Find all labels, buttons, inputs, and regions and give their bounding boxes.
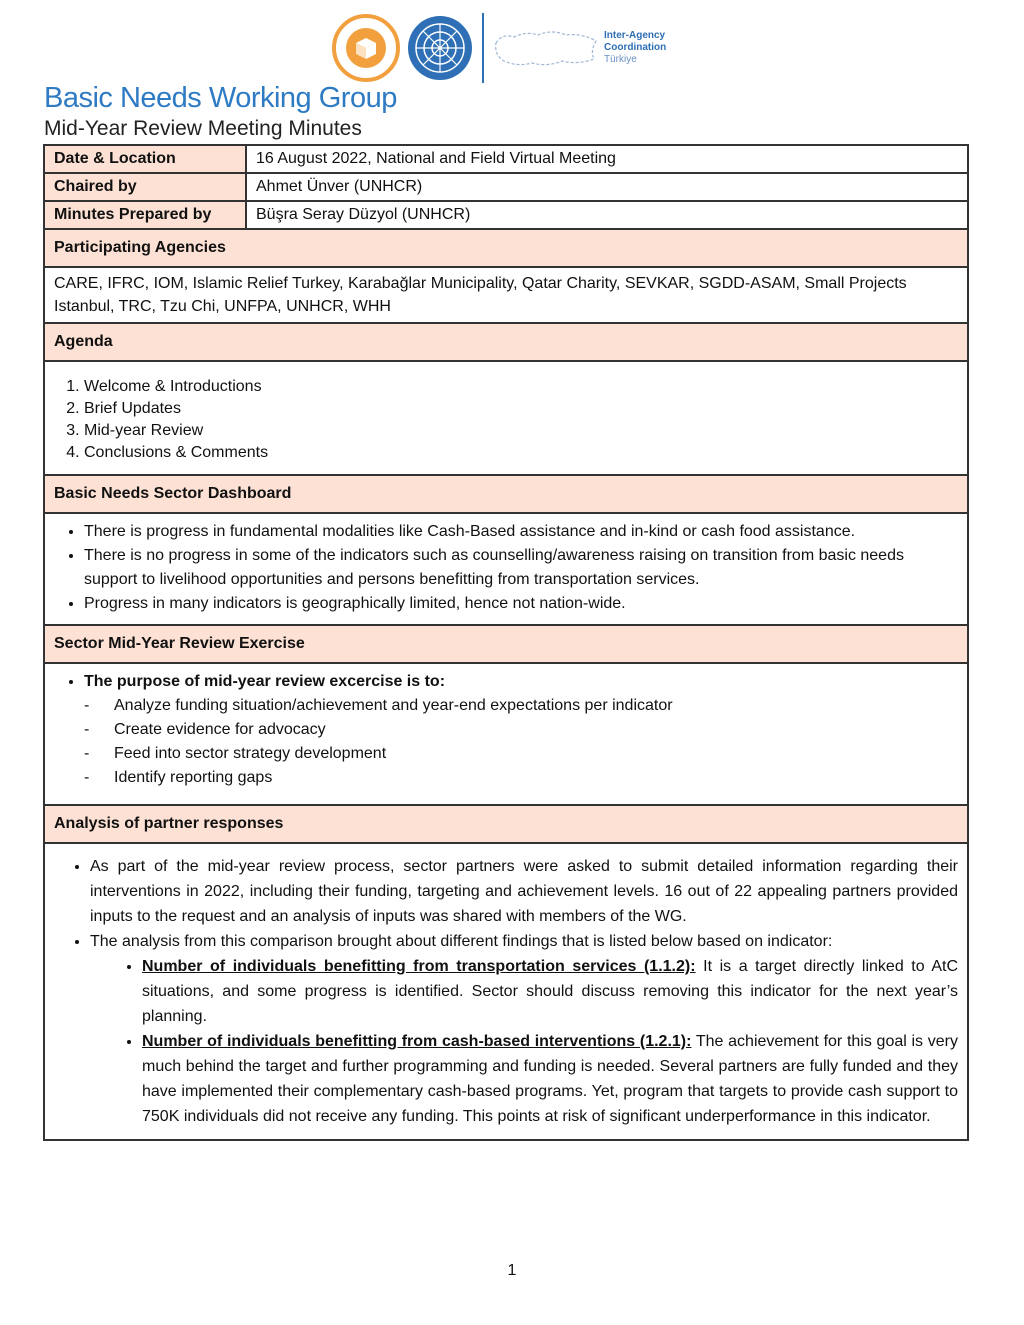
analysis-findings-intro: The analysis from this comparison brought about different findings that is listed below based on indicator:	[90, 933, 833, 950]
document-subtitle: Mid-Year Review Meeting Minutes	[44, 117, 362, 140]
review-row	[44, 663, 968, 805]
analysis-heading: Analysis of partner responses	[44, 805, 968, 843]
dashboard-bullet: • There is no progress in some of the indicators such as counselling/awareness raising on transition from basic needs support to livelihood opportunities and persons benefitting from transportation services.	[84, 544, 958, 592]
participants-row	[44, 267, 968, 323]
participants-heading: Participating Agencies	[44, 229, 968, 267]
indicator-title: Number of individuals benefitting from cash-based interventions (1.2.1):	[142, 1033, 692, 1050]
review-heading: Sector Mid-Year Review Exercise	[44, 625, 968, 663]
inter-agency-logo	[492, 21, 666, 75]
analysis-bullet: • As part of the mid-year review process, sector partners were asked to submit detailed information regarding their interventions in 2022, including their funding, targeting and achievement levels. 16 out of 22 appealing partners provided inputs to the request and an analysis of inputs was shared with members of the WG.	[90, 854, 958, 929]
review-purpose-item	[84, 670, 958, 790]
minutes-value: Büşra Seray Düzyol (UNHCR)	[246, 201, 968, 229]
agenda-row	[44, 361, 968, 475]
logo-separator	[482, 13, 484, 83]
page-number: 1	[507, 1262, 517, 1279]
review-item: - Analyze funding situation/achievement and year-end expectations per indicator	[114, 694, 958, 718]
dashboard-row	[44, 513, 968, 625]
minutes-table	[43, 144, 969, 1141]
analysis-bullet	[90, 929, 958, 1129]
dashboard-heading: Basic Needs Sector Dashboard	[44, 475, 968, 513]
dashboard-bullet: • Progress in many indicators is geographically limited, hence not nation-wide.	[84, 592, 958, 616]
participants-text: CARE, IFRC, IOM, Islamic Relief Turkey, Karabağlar Municipality, Qatar Charity, SEVKAR, SGDD-ASAM, Small Projects Istanbul, TRC, Tzu Chi, UNFPA, UNHCR, WHH	[44, 267, 968, 323]
header-logos	[332, 12, 666, 84]
indicator-text: The achievement for this goal is very much behind the target and further programming and funding is needed. Several partners are fully funded and they have implemented their complementary cash-based programs. Yet, program that targets to provide cash support to 750K individuals did not receive any funding. This points at risk of significant underperformance in this indicator.	[142, 1033, 958, 1125]
indicator-list	[90, 954, 958, 1129]
iac-line-2: Coordination	[604, 42, 667, 53]
turkey-map-icon	[492, 21, 600, 75]
indicator-item	[142, 1029, 958, 1129]
iac-line-1: Inter-Agency	[604, 30, 666, 41]
document-title: Basic Needs Working Group	[44, 82, 397, 114]
dashboard-list	[54, 520, 958, 616]
meta-row-chair	[44, 173, 968, 201]
chair-value: Ahmet Ünver (UNHCR)	[246, 173, 968, 201]
agenda-item: 3. Mid-year Review	[84, 420, 958, 442]
review-heading-row	[44, 625, 968, 663]
indicator-title: Number of individuals benefitting from transportation services (1.1.2):	[142, 958, 696, 975]
agenda-heading-row	[44, 323, 968, 361]
analysis-list	[54, 854, 958, 1129]
analysis-heading-row	[44, 805, 968, 843]
meta-row-date	[44, 145, 968, 173]
dashboard-heading-row	[44, 475, 968, 513]
indicator-item	[142, 954, 958, 1029]
box-logo-icon	[332, 14, 400, 82]
chair-label: Chaired by	[44, 173, 246, 201]
un-emblem-icon	[406, 14, 474, 82]
meta-row-minutes	[44, 201, 968, 229]
review-purpose-list	[84, 694, 958, 790]
date-value: 16 August 2022, National and Field Virtual Meeting	[246, 145, 968, 173]
agenda-item: 4. Conclusions & Comments	[84, 442, 958, 464]
minutes-label: Minutes Prepared by	[44, 201, 246, 229]
agenda-list	[54, 376, 958, 464]
agenda-heading: Agenda	[44, 323, 968, 361]
agenda-item: 1. Welcome & Introductions	[84, 376, 958, 398]
review-list	[54, 670, 958, 790]
participants-heading-row	[44, 229, 968, 267]
review-item: - Create evidence for advocacy	[114, 718, 958, 742]
date-label: Date & Location	[44, 145, 246, 173]
agenda-item: 2. Brief Updates	[84, 398, 958, 420]
iac-line-3: Türkiye	[604, 54, 637, 65]
indicator-text: It is a target directly linked to AtC situations, and some progress is identified. Sector should discuss removing this indicator for the next year’s planning.	[142, 958, 959, 1025]
dashboard-bullet: • There is progress in fundamental modalities like Cash-Based assistance and in-kind or cash food assistance.	[84, 520, 958, 544]
review-purpose: The purpose of mid-year review excercise is to:	[84, 673, 446, 690]
analysis-row	[44, 843, 968, 1140]
review-item: - Identify reporting gaps	[114, 766, 958, 790]
review-item: - Feed into sector strategy development	[114, 742, 958, 766]
